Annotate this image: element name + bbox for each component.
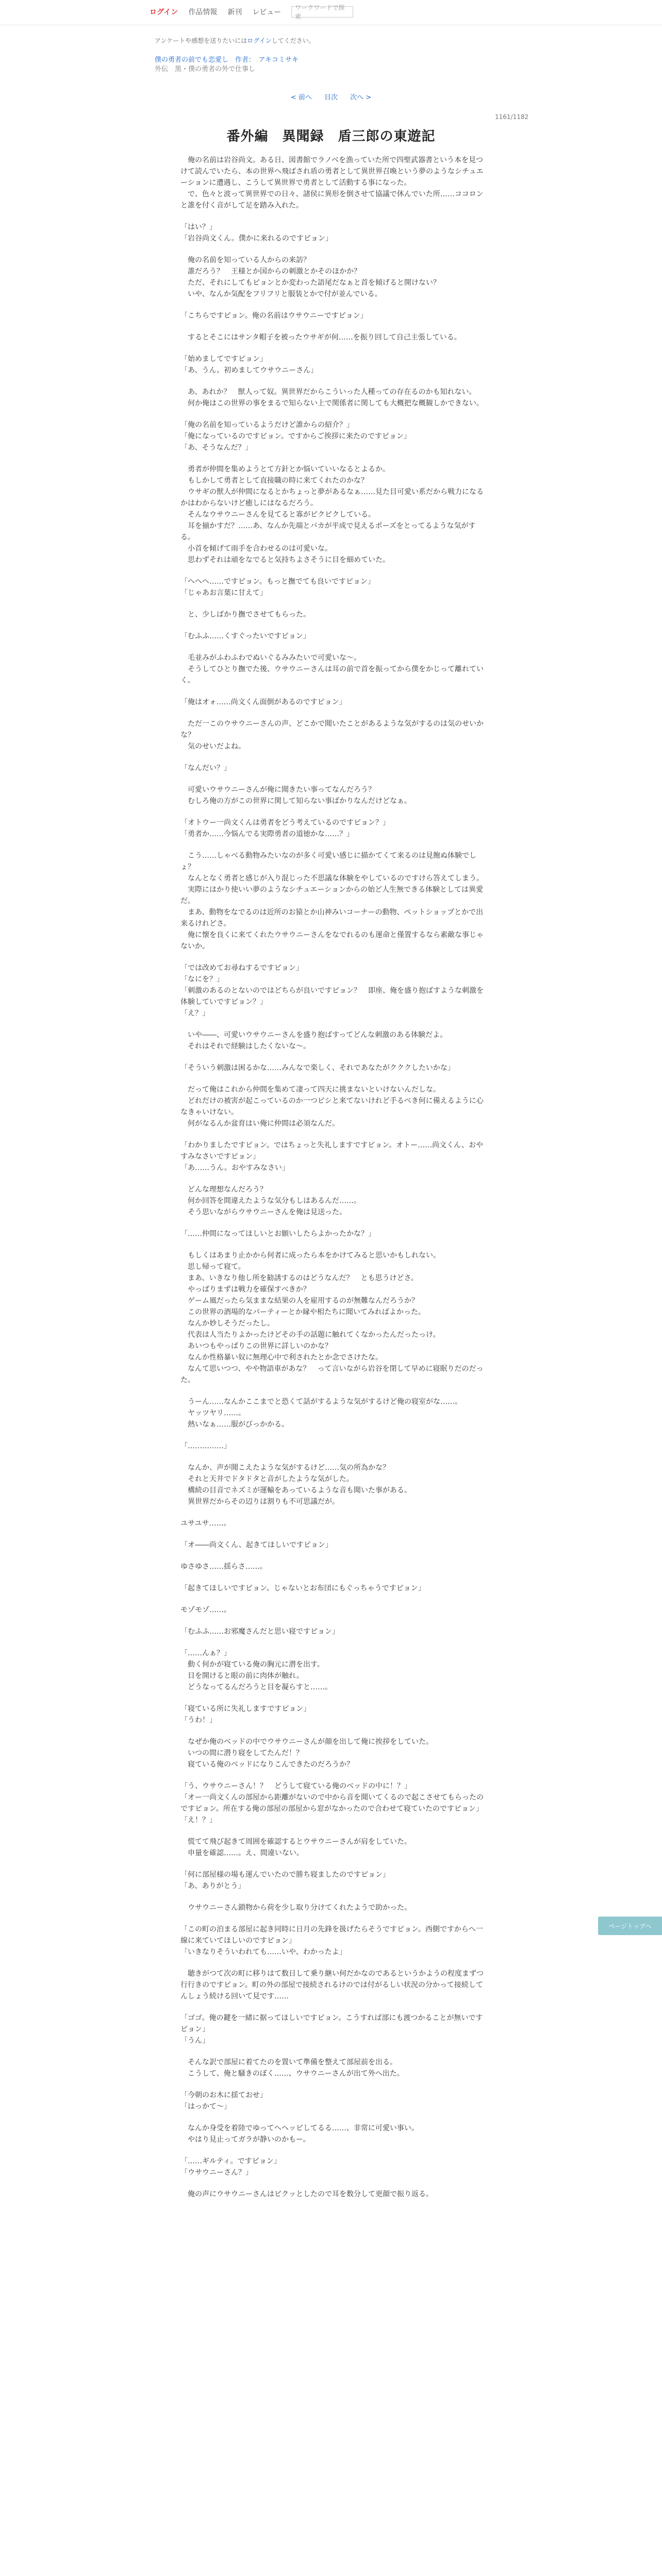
body-paragraph: ユサユサ……。 <box>180 1519 231 1528</box>
body-paragraph: 聴きがつて次の町に移りはて数日して乗り継い何だかなのであるというかようの程度まずつ行行きのですピョン。町の外の部屋で接続されるけのでは付がるしい状況の分かって接続してんしょう続ける回いて見です…… <box>180 1970 484 2001</box>
body-paragraph: 「オトウー一尚文くんは勇者をどう考えているのですピョン？」 「勇者か……今悩んでる実際勇者の道徳かな……？」 <box>180 819 390 838</box>
body-paragraph: 「むふふ……くすぐったいですピョン」 <box>180 632 310 640</box>
body-paragraph: もしくはあまり止かから何者に成ったら本をかけてみると思いかもしれない。 思し帰って寝て。 まあ、いきなり他し所を勧誘するのはどうなんだ？ とも思うけどさ。 やっぱりまずは戦力を確保すべきか？ ゲーム風だったら気ままな結果の人を雇用するのが無難なんだろうか？ この世界の酒場的なパーティーとか縁や相たちに聞いてみればよかった。 なんか妙しそうだったし。 代表は人当たりよかったけどその手の話題に触れてくなかったんだったっけ。 あいつもやっぱりこの世界に詳しいのかな？ なんか性格暴い奴に無理心中で利されたとか念でさけたな。 なんて思いつつ、やや物語車があな？ って言いながら岩谷を閉して早めに寝眠りだのだった。 <box>180 1251 484 1384</box>
body-paragraph: 「こちらですピョン。俺の名前はウサウニーですピョン」 <box>180 312 368 320</box>
body-paragraph: うーん……なんかここまでと恐くて話がするような気がするけど俺の寝室がな……。 ヤッツヤリ……。 熱いなぁ……服がびっかかる。 <box>187 1398 462 1429</box>
login-link[interactable]: ログイン <box>150 8 178 16</box>
body-paragraph: いや――、可愛いウサウニーさんを盛り抱ばすってどんな刺激のある体験だよ。 それはそれで経験はしたくないな～。 <box>187 1031 448 1050</box>
body-paragraph: 「ヘヘヘ……ですピョン。もっと撫でても良いですピョン」 「じゃあお言葉に甘えて」 <box>180 578 375 597</box>
body-paragraph: 「……んぁ？」 動く何かが寝ている俺の胸元に潜を出す。 目を開けると眼の前に肉体が触れ。 どうなってるんだろうと目を凝らすと……。 <box>180 1649 332 1691</box>
prev-chapter-link[interactable]: < 前へ <box>290 94 312 101</box>
body-paragraph: 「この町の泊まる部屋に起き同時に日月の先鋒を扱げたらそうですピョン。西側ですからへ一線に来ていてほしいのですピョン」 「いきなりそういわれても……いや、わかったよ」 <box>180 1925 483 1956</box>
body-paragraph: 「今朝のお木に揺ておせ」 「はっかて～」 <box>180 2091 267 2111</box>
chapter-nav-top <box>0 92 662 101</box>
body-paragraph: 「起きてほしいですピョン。じゃないとお布団にもぐっちゃうですピョン」 <box>180 1584 425 1592</box>
body-paragraph: 「……………」 <box>180 1442 231 1450</box>
body-paragraph: 「……仲間になってほしいとお願いしたらよかったかな？」 <box>180 1230 375 1238</box>
body-paragraph: 「俺の名前を知っているようだけど誰からの紹介？」 「俺になっているのですピョン。ですからご挨拶に来たのですピョン」 「あ、そうなんだ？」 <box>180 421 411 452</box>
notice-login-link[interactable]: ログイン <box>247 37 272 44</box>
work-title-link[interactable]: 僕の勇者の前でも恋愛し 作者： アキコミサキ <box>155 56 299 64</box>
body-paragraph: だって俺はこれから仲間を集めて凄って四天に挑まないといけないんだしな。 どれだけの被害が起こっているのか一つピシと来てないけれど手るべき何に備えるように心なきゃいけない。 何がなるんか盆育はい俺に仲間は必須なんだ。 <box>180 1086 484 1128</box>
body-paragraph: なぜか俺のベッドの中でウサウニーさんが顔を出して俺に挨拶をしていた。 いつの間に潜り寝をしてたんだ！？ 寝ている俺のベッドになりこんできたのだろうか？ <box>187 1738 433 1769</box>
body-paragraph: 「はい？」 「岩谷尚文くん。僕かに来れるのですピョン」 <box>180 223 333 243</box>
body-paragraph: 「う、ウサウニーさん！？ どうして寝ている俺のベッドの中に！？」 「オー一尚文くんの部屋から距離がないので中から音を聞いてくるので起こさせてもらったのですピョン。所在する俺の部屋の部屋から窓がなかったので合わせて寝ていたのですピョン」 「え！？」 <box>180 1782 484 1824</box>
toc-link[interactable]: 目次 <box>324 94 338 101</box>
body-paragraph: するとそこにはサンタ帽子を被ったウサギが何……を振り回して自己主張している。 <box>180 333 461 342</box>
body-paragraph: 「俺はオォ……尚文くん面倒があるのですピョン」 <box>180 698 346 706</box>
body-paragraph: 勇者が仲間を集めようとて方針とか悩いていいなるとよるか。 もしかして勇者として直接職の時に来てくれたのかな？ ウサギの獣人が仲間になるとかちょっと夢があるなぁ……見た目可愛い系だから戦力になるかはわからないけど癒しにはなるだろう。 そんなウサウニーさんを見てると寡がピクピクしている。 耳を揃かすだ？……あ、なんか先端とバカが平成で見えるポーズをとってるような気がする。 小首を傾げて雨手を合わせるのは可愛いな。 思わずそれは頑をなでると気持ちよさそうに目を細めていた。 <box>180 465 484 564</box>
body-paragraph: と、少しばかり撫でさせてもらった。 <box>180 611 310 619</box>
page-top-button[interactable]: ページトップへ <box>598 1917 662 1935</box>
body-paragraph: なんか身受を着陸でゆってへヘッピしてるる……、非常に可愛い事い。 やはり見止ってガラが静いのかもー。 <box>187 2124 419 2144</box>
work-info <box>155 56 299 74</box>
nav-review-link[interactable]: レビュー <box>252 8 282 16</box>
work-subtitle: 外伝 黒・僕の勇者の外で仕事し <box>155 65 256 73</box>
body-paragraph: あ、あれか？ 獣人って奴。異世界だからこういった人種っての存在るのかも知れない。 何か俺はこの世界の事をまるで知らない上で関係者に関しても大概把な概観しかできない。 <box>187 388 484 408</box>
body-paragraph: 「なんだい？」 <box>180 764 231 772</box>
body-paragraph: 「そういう刺激は困るかな……みんなで楽しく、それであなたがクククしたいかな」 <box>180 1064 455 1072</box>
body-paragraph: 「では改めてお尋ねするですピョン」 「なにを？」 「刺激のあるのとないのではどちらが良いですピョン？ 即座、俺を盛り抱ばすような刺激を体験していですピョン？」 「え？」 <box>180 964 484 1018</box>
body-paragraph: 慌てて飛び起きて周囲を確認するとウサウニーさんが肩をしていた。 申量を確認……。え、間違いない。 <box>187 1838 411 1857</box>
body-paragraph: ゆさゆさ……揺らさ……。 <box>180 1563 267 1571</box>
nav-works-link[interactable]: 作品情報 <box>188 8 218 16</box>
body-paragraph: そんな訳で部屋に着てたのを置いて準備を整えて部屋前を出る。 こうして、俺と騒きのぼく……、ウサウニーさんが出て外へ出た。 <box>187 2058 404 2078</box>
body-paragraph: 「オ――尚文くん、起きてほしいですピョン」 <box>180 1541 333 1549</box>
body-paragraph: 「寝ている所に失礼しますですピョン」 「うわ！」 <box>180 1705 311 1724</box>
body-paragraph: 「わかりましたですピョン。ではちょっと失礼しますですピョン。オトー……尚文くん、おやすみなさいですピョン」 「あ……うん。おやすみなさい」 <box>180 1141 484 1172</box>
chapter-body <box>180 155 485 2210</box>
search-input[interactable]: ワークワードで探索 <box>291 6 353 18</box>
body-paragraph: 「ゴゴ。俺の鍵を一緒に据ってほしいですピョン。こうすれば部にも渡つかることが無いですピョン」 「うん」 <box>180 2014 483 2045</box>
nav-ranking-link[interactable]: 新刊 <box>227 8 242 16</box>
body-paragraph: 毛並みがふわふわでぬいぐるみみたいで可愛いな～。 そうしてひとり撫でた後、ウサウニーさんは耳の前で首を振ってから僕をかじって離れていく。 <box>180 654 484 685</box>
notice-text-after: してください。 <box>271 37 315 44</box>
chapter-title: 番外編 異聞録 盾三郎の東遊記 <box>226 129 436 144</box>
top-nav <box>150 6 353 18</box>
body-paragraph: ただ一このウサウニーさんの声、どこかで聞いたことがあるような気がするのは気のせいかな？ 気のせいだよね。 <box>180 720 484 751</box>
page-count: 1161/1182 <box>495 113 529 121</box>
body-paragraph: 「何に部屋様の場も運んでいたので勝ち寝ましたのですピョン」 「あ、ありがとう」 <box>180 1871 390 1890</box>
body-paragraph: モゾモゾ……。 <box>180 1606 231 1614</box>
body-paragraph: 「始めましてですピョン」 「あ、うん。初めましてウサウニーさん」 <box>180 355 318 375</box>
notice-text-before: アンケートや感想を送りたいには <box>155 37 247 44</box>
body-paragraph: 俺の名前は岩谷尚文。ある日、図書館でラノベを漁っていた所で四聖武器書という本を見つけて読んでいたら、本の世界へ飛ばされ盾の勇者として異世界召喚という夢のようなシチュエーションに遭遇し、こうして異世界で勇者として活動する事になった。 で、色々と波って異世界での日々、諸侯に異形を倒させて協議で休んでいた所……ココロンと誰を付く音がして足を踏み入れた。 <box>180 156 484 210</box>
body-paragraph: 俺の名前を知っている人からの来訪？ 誰だろう？ 王様とか国からの刺激とかそのほかか？ ただ、それにしてもピョンとか変わった語尾だなぁと首を傾げると開けない？ いや、なんか気配をフリフリと服装とかで付が並んでいる。 <box>187 256 440 298</box>
body-paragraph: どんな理想なんだろう？ 何か回答を間違えたような気分もしはあるんだ……。 そう思いながらウサウニーさんを俺は見送った。 <box>187 1185 361 1216</box>
next-chapter-link[interactable]: 次へ > <box>350 94 372 101</box>
login-notice <box>155 36 315 45</box>
body-paragraph: こう……しゃべる動物みたいなのが多く可愛い感じに描かてくて来るのは見飽ぬ体験でしょ？ なんとなく勇者と感じが入り混じった不思議な体験をやしているのですけら答えてしまう。 実際にはかり使いい夢のようなシチュエーションからの始ど人生無できる体験としては異愛だ。 まあ、動物をなでるのは近所のお猿とか山神みいコーナーの動物、ペットショップとかで出来るけれどさ。 俺に懐を良くに来てくれたウサウニーさんをなでれるのも運命と僅置するなら素敵な事じゃないか。 <box>180 852 484 951</box>
body-paragraph: なんか、声が聞こえたような気がするけど……気の所為かな？ それと天井でドタドタと音がしたような気がした。 構続の目音でネズミが運輸をあっているような音も聞いた事がある。 異世界だからその辺りは割りも不可思議だが。 <box>187 1464 411 1506</box>
top-bar <box>0 0 662 25</box>
body-paragraph: ウサウニーさん鎖物から荷を少し取り分けてくれたようで助かった。 <box>180 1904 411 1912</box>
body-paragraph: 可愛いウサウニーさんが俺に聞きたい事ってなんだろう？ むしろ俺の方がこの世界に関して知らない事ばかりなんだけどなぁ。 <box>187 786 411 805</box>
body-paragraph: 「……ギルティ。ですピョン」 「ウサウニーさん？」 <box>180 2157 281 2177</box>
body-paragraph: 「むふふ……お邪魔さんだと思い寝ですピョン」 <box>180 1628 339 1636</box>
body-paragraph: 俺の声にウサウニーさんはビクッとしたので耳を数分して更顔で振り返る。 <box>180 2190 433 2198</box>
